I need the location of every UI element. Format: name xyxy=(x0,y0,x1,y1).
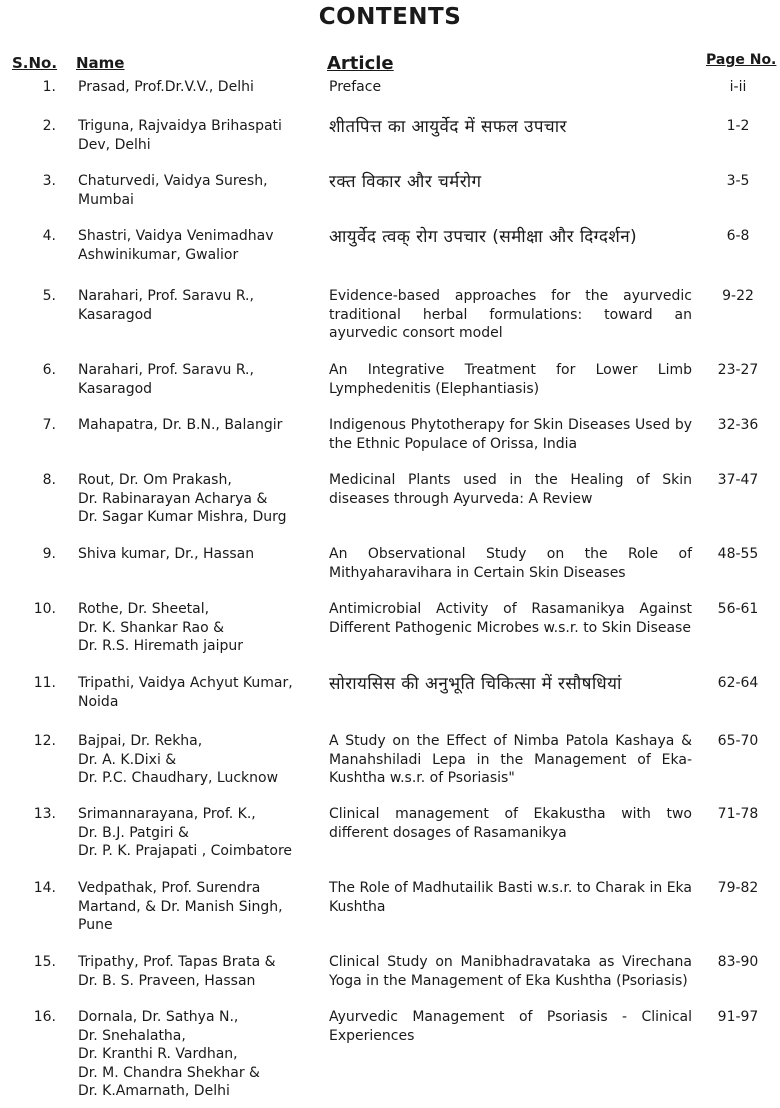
entry-author: Bajpai, Dr. Rekha, Dr. A. K.Dixi & Dr. P.C. Chaudhary, Lucknow xyxy=(78,733,279,786)
entry-page: 9-22 xyxy=(722,288,754,304)
entry-number: 9. xyxy=(42,546,56,562)
column-header-page: Page No. xyxy=(706,52,777,68)
entry-author: Rothe, Dr. Sheetal, Dr. K. Shankar Rao & Dr. R.S. Hiremath jaipur xyxy=(78,601,243,654)
column-header-article: Article xyxy=(327,53,394,74)
entry-page: 83-90 xyxy=(717,954,759,970)
entry-number: 7. xyxy=(42,417,56,433)
entry-author: Tripathi, Vaidya Achyut Kumar, Noida xyxy=(78,675,293,710)
entry-page: 62-64 xyxy=(717,675,759,691)
entry-author: Prasad, Prof.Dr.V.V., Delhi xyxy=(78,79,254,95)
entry-article: Medicinal Plants used in the Healing of Skin diseases through Ayurveda: A Review xyxy=(329,472,692,507)
entry-article: Evidence-based approaches for the ayurvedic traditional herbal formulations: toward an ayurvedic consort model xyxy=(329,288,692,341)
entry-number: 14. xyxy=(33,880,56,896)
entry-article: शीतपित्त का आयुर्वेद में सफल उपचार xyxy=(329,117,567,137)
entry-author: Tripathy, Prof. Tapas Brata & Dr. B. S. Praveen, Hassan xyxy=(78,954,276,989)
entry-number: 11. xyxy=(33,675,56,691)
entry-page: 32-36 xyxy=(717,417,759,433)
entry-article: Indigenous Phytotherapy for Skin Diseases Used by the Ethnic Populace of Orissa, India xyxy=(329,417,692,452)
entry-number: 15. xyxy=(33,954,56,970)
entry-author: Mahapatra, Dr. B.N., Balangir xyxy=(78,417,283,433)
entry-article: Ayurvedic Management of Psoriasis - Clinical Experiences xyxy=(329,1009,692,1044)
entry-number: 4. xyxy=(42,228,56,244)
entry-number: 2. xyxy=(42,118,56,134)
entry-number: 5. xyxy=(42,288,56,304)
entry-author: Narahari, Prof. Saravu R., Kasaragod xyxy=(78,362,254,397)
entry-article: Clinical management of Ekakustha with two different dosages of Rasamanikya xyxy=(329,806,692,841)
entry-article: सोरायसिस की अनुभूति चिकित्सा में रसौषधियां xyxy=(329,674,622,694)
entry-page: 6-8 xyxy=(726,228,750,244)
entry-page: 91-97 xyxy=(717,1009,759,1025)
entry-number: 12. xyxy=(33,733,56,749)
entry-author: Shiva kumar, Dr., Hassan xyxy=(78,546,255,562)
column-header-sno: S.No. xyxy=(12,54,58,72)
entry-number: 1. xyxy=(42,79,56,95)
entry-page: 37-47 xyxy=(717,472,759,488)
entry-article: Antimicrobial Activity of Rasamanikya Against Different Pathogenic Microbes w.s.r. to Skin Disease xyxy=(329,601,692,636)
entry-article: A Study on the Effect of Nimba Patola Kashaya & Manahshiladi Lepa in the Management of Eka-Kushtha w.s.r. of Psoriasis" xyxy=(329,733,692,786)
entry-page: 79-82 xyxy=(717,880,759,896)
entry-article: The Role of Madhutailik Basti w.s.r. to Charak in Eka Kushtha xyxy=(329,880,692,915)
entry-article: रक्त विकार और चर्मरोग xyxy=(329,172,482,192)
column-header-name: Name xyxy=(76,54,125,72)
entry-page: 1-2 xyxy=(726,118,750,134)
entry-author: Srimannarayana, Prof. K., Dr. B.J. Patgiri & Dr. P. K. Prajapati , Coimbatore xyxy=(78,806,293,859)
entry-page: 71-78 xyxy=(717,806,759,822)
entry-page: i-ii xyxy=(729,79,747,95)
entry-author: Vedpathak, Prof. Surendra Martand, & Dr. Manish Singh, Pune xyxy=(78,880,283,933)
entry-article: आयुर्वेद त्वक् रोग उपचार (समीक्षा और दिग्दर्शन) xyxy=(329,227,638,247)
entry-author: Dornala, Dr. Sathya N., Dr. Snehalatha, Dr. Kranthi R. Vardhan, Dr. M. Chandra Shekhar & Dr. K.Amarnath, Delhi xyxy=(78,1009,260,1099)
entry-number: 16. xyxy=(33,1009,56,1025)
entry-author: Rout, Dr. Om Prakash, Dr. Rabinarayan Acharya & Dr. Sagar Kumar Mishra, Durg xyxy=(78,472,287,525)
entry-article: Preface xyxy=(329,79,382,95)
entry-number: 13. xyxy=(33,806,56,822)
entry-page: 23-27 xyxy=(717,362,759,378)
entry-number: 10. xyxy=(33,601,56,617)
entry-article: Clinical Study on Manibhadravataka as Virechana Yoga in the Management of Eka Kushtha (Psoriasis) xyxy=(329,954,692,989)
entry-number: 3. xyxy=(42,173,56,189)
entry-article: An Observational Study on the Role of Mithyaharavihara in Certain Skin Diseases xyxy=(329,546,692,581)
page-title: CONTENTS xyxy=(318,4,462,30)
entry-author: Narahari, Prof. Saravu R., Kasaragod xyxy=(78,288,254,323)
entry-page: 48-55 xyxy=(717,546,759,562)
entry-author: Chaturvedi, Vaidya Suresh, Mumbai xyxy=(78,173,268,208)
entry-page: 3-5 xyxy=(726,173,750,189)
entry-number: 6. xyxy=(42,362,56,378)
entry-page: 65-70 xyxy=(717,733,759,749)
entry-article: An Integrative Treatment for Lower Limb Lymphedenitis (Elephantiasis) xyxy=(329,362,692,397)
entry-page: 56-61 xyxy=(717,601,759,617)
entry-author: Shastri, Vaidya Venimadhav Ashwinikumar, Gwalior xyxy=(78,228,274,263)
entry-number: 8. xyxy=(42,472,56,488)
entry-author: Triguna, Rajvaidya Brihaspati Dev, Delhi xyxy=(78,118,282,153)
